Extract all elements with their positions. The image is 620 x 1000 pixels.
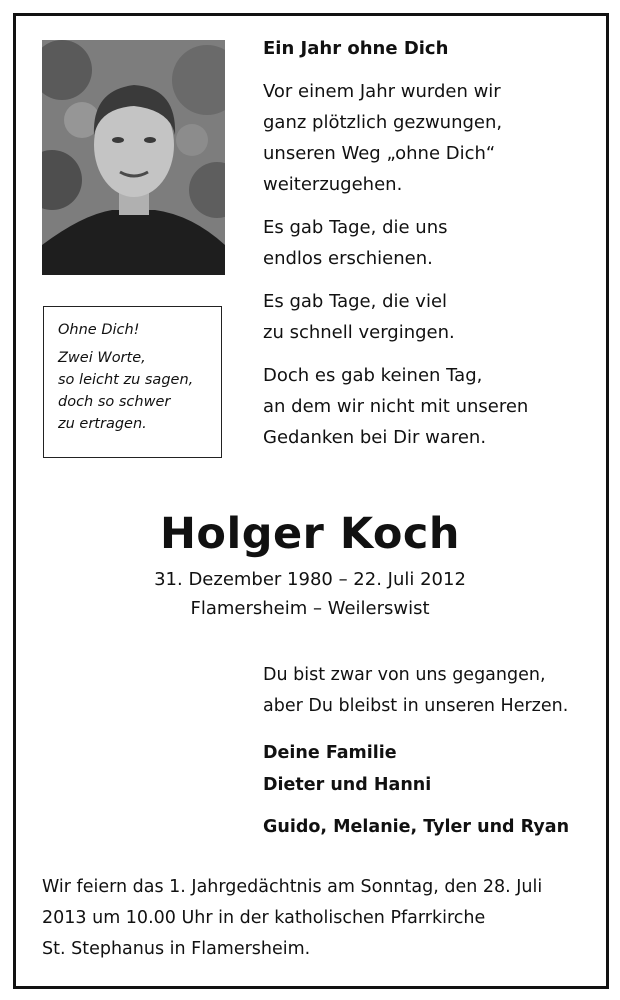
poem-stanza [263,212,593,274]
farewell-line: Du bist zwar von uns gegangen, [263,665,546,685]
poem-line: Gedanken bei Dir waren. [263,427,487,448]
quote-line: zu ertragen. [58,416,147,432]
quote-line: so leicht zu sagen, [58,372,194,388]
poem-line: weiterzugehen. [263,174,403,195]
places: Flamersheim – Weilerswist [190,598,430,619]
poem-line: endlos erschienen. [263,248,433,269]
life-dates: 31. Dezember 1980 – 22. Juli 2012 [154,569,466,590]
quote-line: doch so schwer [58,394,171,410]
poem-line: an dem wir nicht mit unseren [263,396,529,417]
family-signature [263,737,593,843]
poem-stanza [263,286,593,348]
notice-line: Wir feiern das 1. Jahrgedächtnis am Sonntag, den 28. Juli [42,877,543,897]
poem-title: Ein Jahr ohne Dich [263,38,449,59]
family-line: Dieter und Hanni [263,775,432,795]
poem [263,33,593,465]
quote-box [43,306,222,458]
farewell-text [263,660,593,722]
poem-line: Vor einem Jahr wurden wir [263,81,501,102]
farewell-line: aber Du bleibst in unseren Herzen. [263,696,569,716]
poem-line: ganz plötzlich gezwungen, [263,112,503,133]
poem-line: Es gab Tage, die viel [263,291,448,312]
poem-line: zu schnell vergingen. [263,322,455,343]
notice-line: St. Stephanus in Flamersheim. [42,939,311,959]
quote-line: Ohne Dich! [58,322,140,338]
quote-line: Zwei Worte, [58,350,146,366]
family-line: Guido, Melanie, Tyler und Ryan [263,817,570,837]
notice-line: 2013 um 10.00 Uhr in der katholischen Pfarrkirche [42,908,486,928]
poem-line: Es gab Tage, die uns [263,217,448,238]
family-line: Deine Familie [263,743,397,763]
poem-stanza [263,360,593,453]
deceased-name: Holger Koch [159,509,461,559]
portrait-photo [42,40,225,275]
poem-stanza [263,76,593,200]
memorial-notice [42,872,579,965]
poem-line: unseren Weg „ohne Dich“ [263,143,496,164]
poem-line: Doch es gab keinen Tag, [263,365,483,386]
